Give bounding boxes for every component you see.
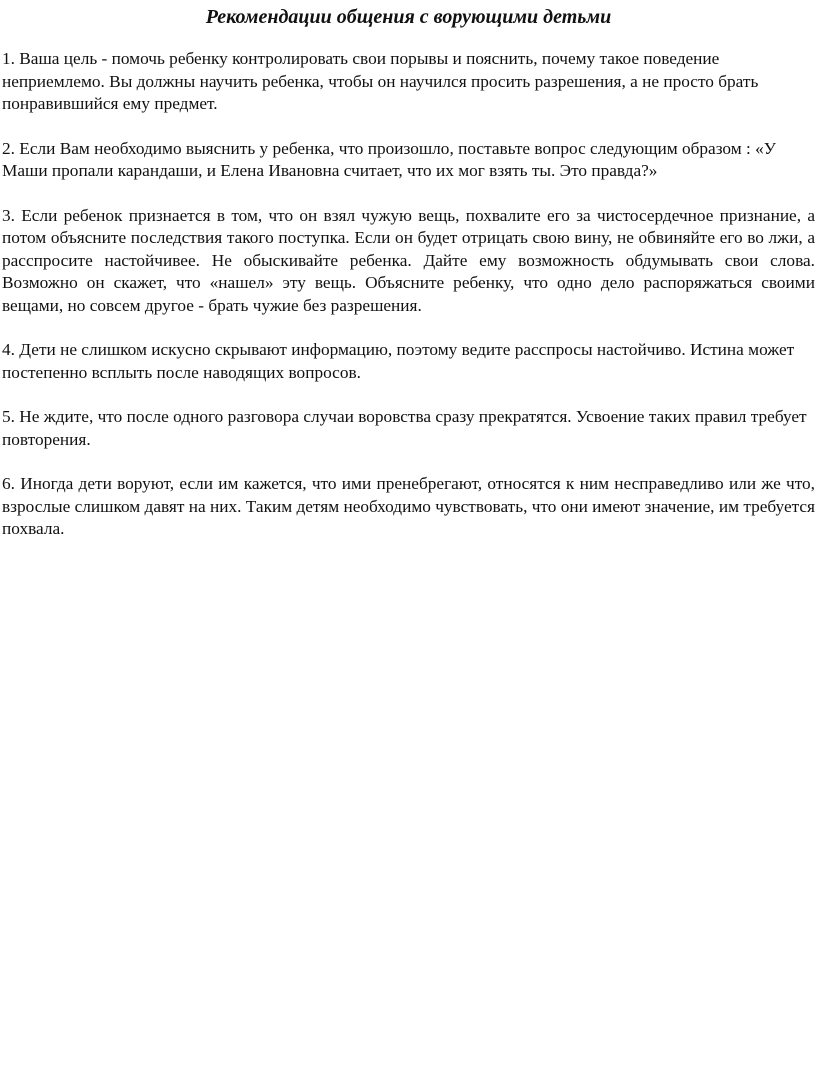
paragraph-5: 5. Не ждите, что после одного разговора случаи воровства сразу прекратятся. Усвоение таких правил требует повторения. xyxy=(2,407,807,449)
paragraph-3: 3. Если ребенок признается в том, что он взял чужую вещь, похвалите его за чистосердечное признание, а потом объясните последствия такого поступка. Если он будет отрицать свою вину, не обвиняйте его во лжи, а расспросите настойчивее. Не обыскивайте ребенка. Дайте ему возможность обдумывать свои слова. Возможно он скажет, что «нашел» эту вещь. Объясните ребенку, что одно дело распоряжаться своими вещами, но совсем другое - брать чужие без разрешения. xyxy=(2,205,815,315)
paragraph-1: 1. Ваша цель - помочь ребенку контролировать свои порывы и пояснить, почему такое поведение неприемлемо. Вы должны научить ребенка, чтобы он научился просить разрешения, а не просто брать понравившийся ему предмет. xyxy=(2,49,759,113)
paragraph-4: 4. Дети не слишком искусно скрывают информацию, поэтому ведите расспросы настойчиво. Истина может постепенно всплыть после наводящих вопросов. xyxy=(2,340,795,382)
paragraph-2: 2. Если Вам необходимо выяснить у ребенка, что произошло, поставьте вопрос следующим образом : «У Маши пропали карандаши, и Елена Ивановна считает, что их мог взять ты. Это правда?» xyxy=(2,138,776,180)
document-title: Рекомендации общения с ворующими детьми xyxy=(205,6,612,28)
paragraph-6: 6. Иногда дети воруют, если им кажется, что ими пренебрегают, относятся к ним несправедливо или же что, взрослые слишком давят на них. Таким детям необходимо чувствовать, что они имеют значение, им требуется похвала. xyxy=(2,474,815,538)
